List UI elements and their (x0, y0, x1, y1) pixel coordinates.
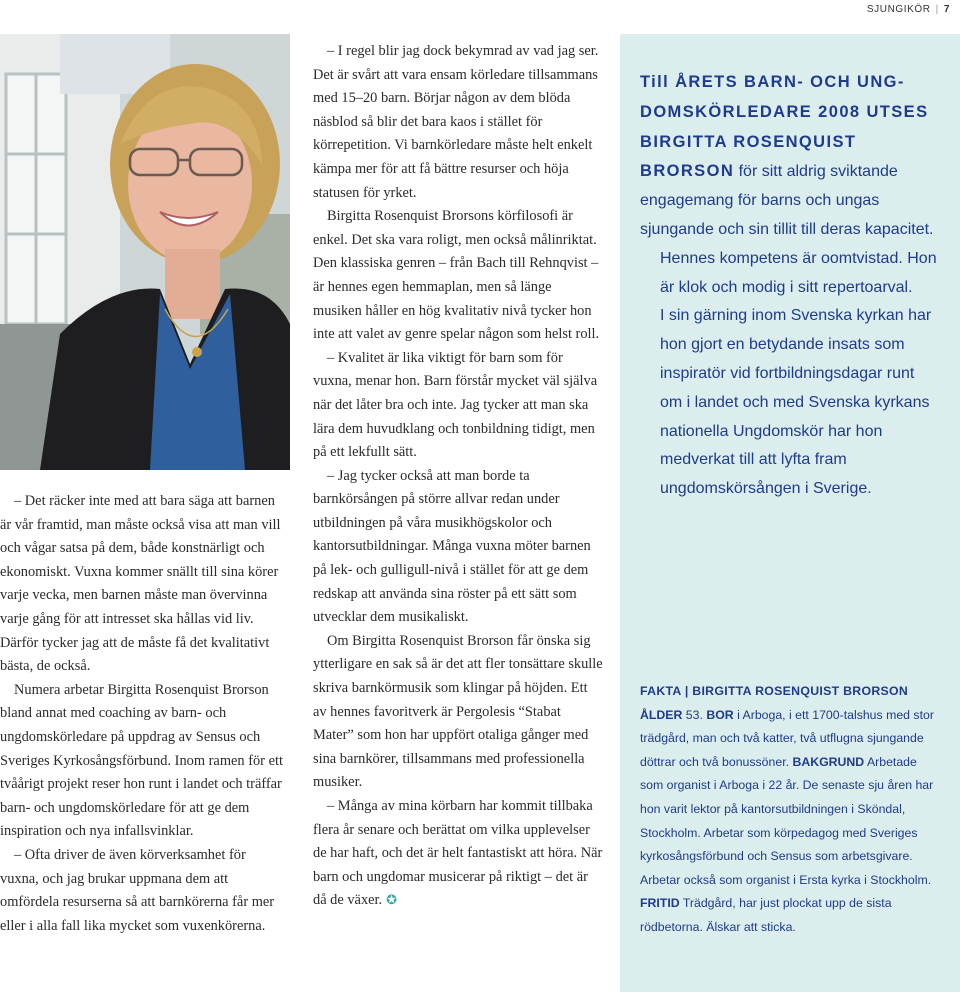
paragraph-last (313, 795, 603, 913)
paragraph: – Jag tycker också att man borde ta barnkörsången på större allvar redan under utbildningen på våra musikhögskolor och kantorsutbildningar. Många vuxna möter barnen på lek- och gulligull-nivå i stället för att ge dem redskap att använda sina röster på ett sätt som utvecklar dem musikaliskt. (313, 467, 591, 626)
portrait-illustration (0, 34, 290, 470)
fact-value-bakgrund: Arbetade som organist i Arboga i 22 år. De senaste sju åren har hon varit lektor på kantorsutbildningen i Sköndal, Stockholm. Arbetar som körpedagog med Sveriges kyrkosångsförbund och Sensus som arbetsgivare. Arbetar också som organist i Ersta kyrka i Stockholm. (640, 754, 934, 887)
citation-lead: Till ÅRETS BARN- OCH UNG-DOMSKÖRLEDARE 2008 UTSES BIRGITTA ROSENQUIST BRORSON (640, 73, 929, 181)
fact-label-bor: BOR (706, 707, 734, 722)
fact-box (640, 680, 940, 940)
fact-label-age: ÅLDER (640, 707, 683, 722)
article-column-2 (313, 40, 603, 913)
citation-paragraph-2: Hennes kompetens är oomtvistad. Hon är klok och modig i sitt repertoarval. (660, 249, 937, 296)
fact-label-bakgrund: BAKGRUND (792, 754, 865, 769)
fact-title: FAKTA | BIRGITTA ROSENQUIST BRORSON (640, 684, 909, 698)
page-number: 7 (943, 3, 950, 15)
fact-value-fritid: Trädgård, har just plockat upp de sista rödbetorna. Älskar att sticka. (640, 896, 892, 934)
header-separator: | (935, 3, 939, 15)
fact-value-bor: i Arboga, i ett 1700-talshus med stor trädgård, man och två katter, två utflugna sjungande döttrar och två bonussöner. (640, 707, 934, 769)
fact-label-fritid: FRITID (640, 896, 680, 911)
fact-body (640, 704, 940, 940)
paragraph: – Kvalitet är lika viktigt för barn som för vuxna, menar hon. Barn förstår mycket väl själva när det låter bra och inte. Jag tycker att man ska lära dem huvudklang och tonbildning tidigt, men på ett lekfullt sätt. (313, 349, 598, 461)
end-mark-icon: ✪ (386, 893, 398, 909)
fact-value-age: 53. (685, 707, 703, 722)
paragraph: Birgitta Rosenquist Brorsons körfilosofi är enkel. Det ska vara roligt, men också målinriktat. Den klassiska genren – från Bach till Rehnqvist – är hennes egen hemmaplan, men så länge musiken håller en hög kvalitativ nivå tycker hon inte att valet av genre spelar någon som helst roll. (313, 208, 600, 343)
paragraph-text: – Många av mina körbarn har kommit tillbaka flera år senare och berättat om vilka upplevelser de har haft, och det är helt fantastiskt att höra. När barn och ungdomar musicerar på riktigt – det är då de växer. (313, 798, 603, 909)
award-citation (640, 68, 940, 504)
portrait-photo (0, 34, 290, 470)
paragraph: Numera arbetar Birgitta Rosenquist Brorson bland annat med coaching av barn- och ungdomskörledare på uppdrag av Sensus och Sveriges Kyrkosångsförbund. Inom ramen för ett tvåårigt projekt reser hon runt i landet och träffar barn- och ungdomskörledare för att ge dem inspiration och nya infallsvinklar. (0, 681, 283, 840)
sidebar-box (620, 34, 960, 992)
citation-paragraph (640, 68, 940, 245)
running-header (867, 0, 950, 18)
section-title: SJUNGIKÖR (866, 3, 931, 15)
paragraph: – Ofta driver de även körverksamhet för vuxna, och jag brukar uppmana dem att omfördela resurserna så att barnkörerna får mer eller i alla fall lika mycket som vuxenkörerna. (0, 846, 275, 934)
citation-paragraph-3: I sin gärning inom Svenska kyrkan har hon gjort en betydande insats som inspiratör vid fortbildningsdagar runt om i landet och med Svenska kyrkans nationella Ungdomskör har hon medverkat till att lyfta fram ungdomskörsången i Sverige. (660, 307, 932, 498)
paragraph: – I regel blir jag dock bekymrad av vad jag ser. Det är svårt att vara ensam körledare tillsammans med 15–20 barn. Börjar någon av dem blöda näsblod så blir det bara kaos i stället för körrepetition. Vi barnkörledare måste helt enkelt kämpa mer för att få bättre resurser och höja statusen för yrket. (313, 43, 599, 201)
paragraph: Om Birgitta Rosenquist Brorson får önska sig ytterligare en sak så är det att fler tonsättare skulle skriva barnkörmusik som klingar på höjden. Ett av hennes favoritverk är Pergolesis “Stabat Mater” som hon har uppfört otaliga gånger med sina barnkörer, tillsammans med professionella musiker. (313, 632, 603, 791)
citation-text: för sitt aldrig sviktande engagemang för barns och ungas sjungande och sin tillit till deras kapacitet. (640, 163, 934, 238)
article-column-1 (0, 490, 286, 938)
paragraph: – Det räcker inte med att bara säga att barnen är vår framtid, man måste också visa att man vill och vågar satsa på dem, både konstnärligt och ekonomiskt. Vuxna kommer snällt till sina körer varje vecka, men barnen måste man övervinna varje gång för att intresset ska hållas vid liv. Därför tycker jag att de måste få det kvalitativt bästa, de också. (0, 493, 281, 675)
